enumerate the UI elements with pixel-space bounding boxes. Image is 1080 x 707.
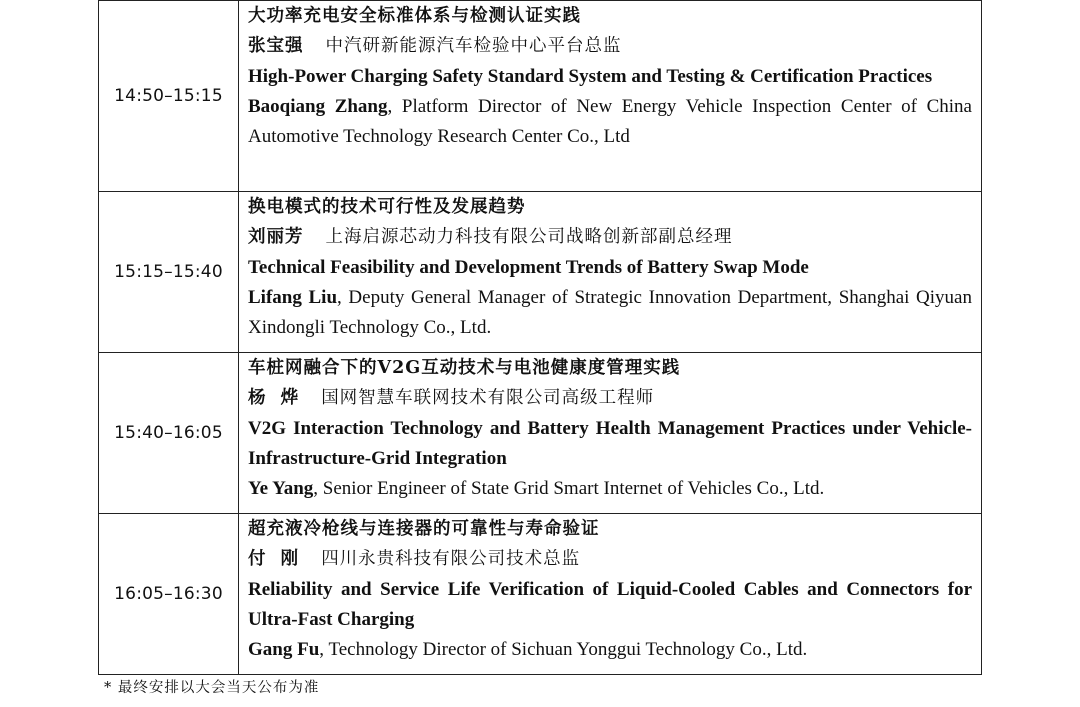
speaker-role-cn: 中汽研新能源汽车检验中心平台总监 [325, 36, 622, 57]
agenda-row [99, 1, 982, 192]
speaker-role-cn: 四川永贵科技有限公司技术总监 [321, 549, 581, 570]
talk-title-en: High-Power Charging Safety Standard System and Testing & Certification Practices [248, 65, 933, 87]
speaker-role-cn: 国网智慧车联网技术有限公司高级工程师 [321, 388, 655, 409]
time-slot: 14:50–15:15 [99, 1, 239, 192]
speaker-en [248, 635, 972, 665]
talk-details [239, 514, 982, 675]
talk-title-cn: 超充液冷枪线与连接器的可靠性与寿命验证 [248, 519, 600, 539]
speaker-role-en: , Technology Director of Sichuan Yonggui Technology Co., Ltd. [319, 639, 808, 661]
speaker-en [248, 92, 972, 153]
talk-title-en: Technical Feasibility and Development Trends of Battery Swap Mode [248, 256, 809, 278]
time-slot: 16:05–16:30 [99, 514, 239, 675]
time-slot: 15:40–16:05 [99, 353, 239, 514]
talk-title-cn: 车桩网融合下的V2G互动技术与电池健康度管理实践 [248, 358, 681, 378]
talk-title-en: V2G Interaction Technology and Battery Health Management Practices under Vehicle-Infrastructure-Grid Integration [248, 417, 972, 469]
talk-details [239, 192, 982, 353]
agenda-row [99, 514, 982, 675]
speaker-role-en: , Platform Director of New Energy Vehicle Inspection Center of China Automotive Technology Research Center Co., Ltd [248, 95, 972, 148]
speaker-en [248, 283, 972, 344]
agenda-row [99, 192, 982, 353]
speaker-name-en: Gang Fu [248, 639, 320, 661]
speaker-name-en: Lifang Liu [248, 286, 338, 308]
speaker-en [248, 474, 972, 504]
speaker-name-cn: 张宝强 [248, 36, 304, 57]
speaker-cn [248, 383, 972, 413]
speaker-name-cn: 杨 烨 [248, 388, 300, 409]
agenda-row [99, 353, 982, 514]
speaker-role-cn: 上海启源芯动力科技有限公司战略创新部副总经理 [325, 227, 733, 248]
speaker-cn [248, 222, 972, 252]
speaker-name-en: Ye Yang [248, 478, 314, 500]
time-slot: 15:15–15:40 [99, 192, 239, 353]
speaker-name-cn: 刘丽芳 [248, 227, 304, 248]
agenda-table [98, 0, 982, 675]
talk-title-cn: 大功率充电安全标准体系与检测认证实践 [248, 6, 581, 26]
talk-details [239, 353, 982, 514]
speaker-role-en: , Senior Engineer of State Grid Smart Internet of Vehicles Co., Ltd. [313, 478, 825, 500]
talk-details [239, 1, 982, 192]
speaker-role-en: , Deputy General Manager of Strategic Innovation Department, Shanghai Qiyuan Xindongli Technology Co., Ltd. [248, 286, 972, 339]
speaker-cn [248, 31, 972, 61]
speaker-name-en: Baoqiang Zhang [248, 95, 388, 117]
talk-title-en: Reliability and Service Life Verification of Liquid-Cooled Cables and Connectors for Ultra-Fast Charging [248, 578, 972, 630]
footnote: * 最终安排以大会当天公布为准 [104, 680, 320, 696]
talk-title-cn: 换电模式的技术可行性及发展趋势 [248, 197, 526, 217]
speaker-name-cn: 付 刚 [248, 549, 300, 570]
speaker-cn [248, 544, 972, 574]
